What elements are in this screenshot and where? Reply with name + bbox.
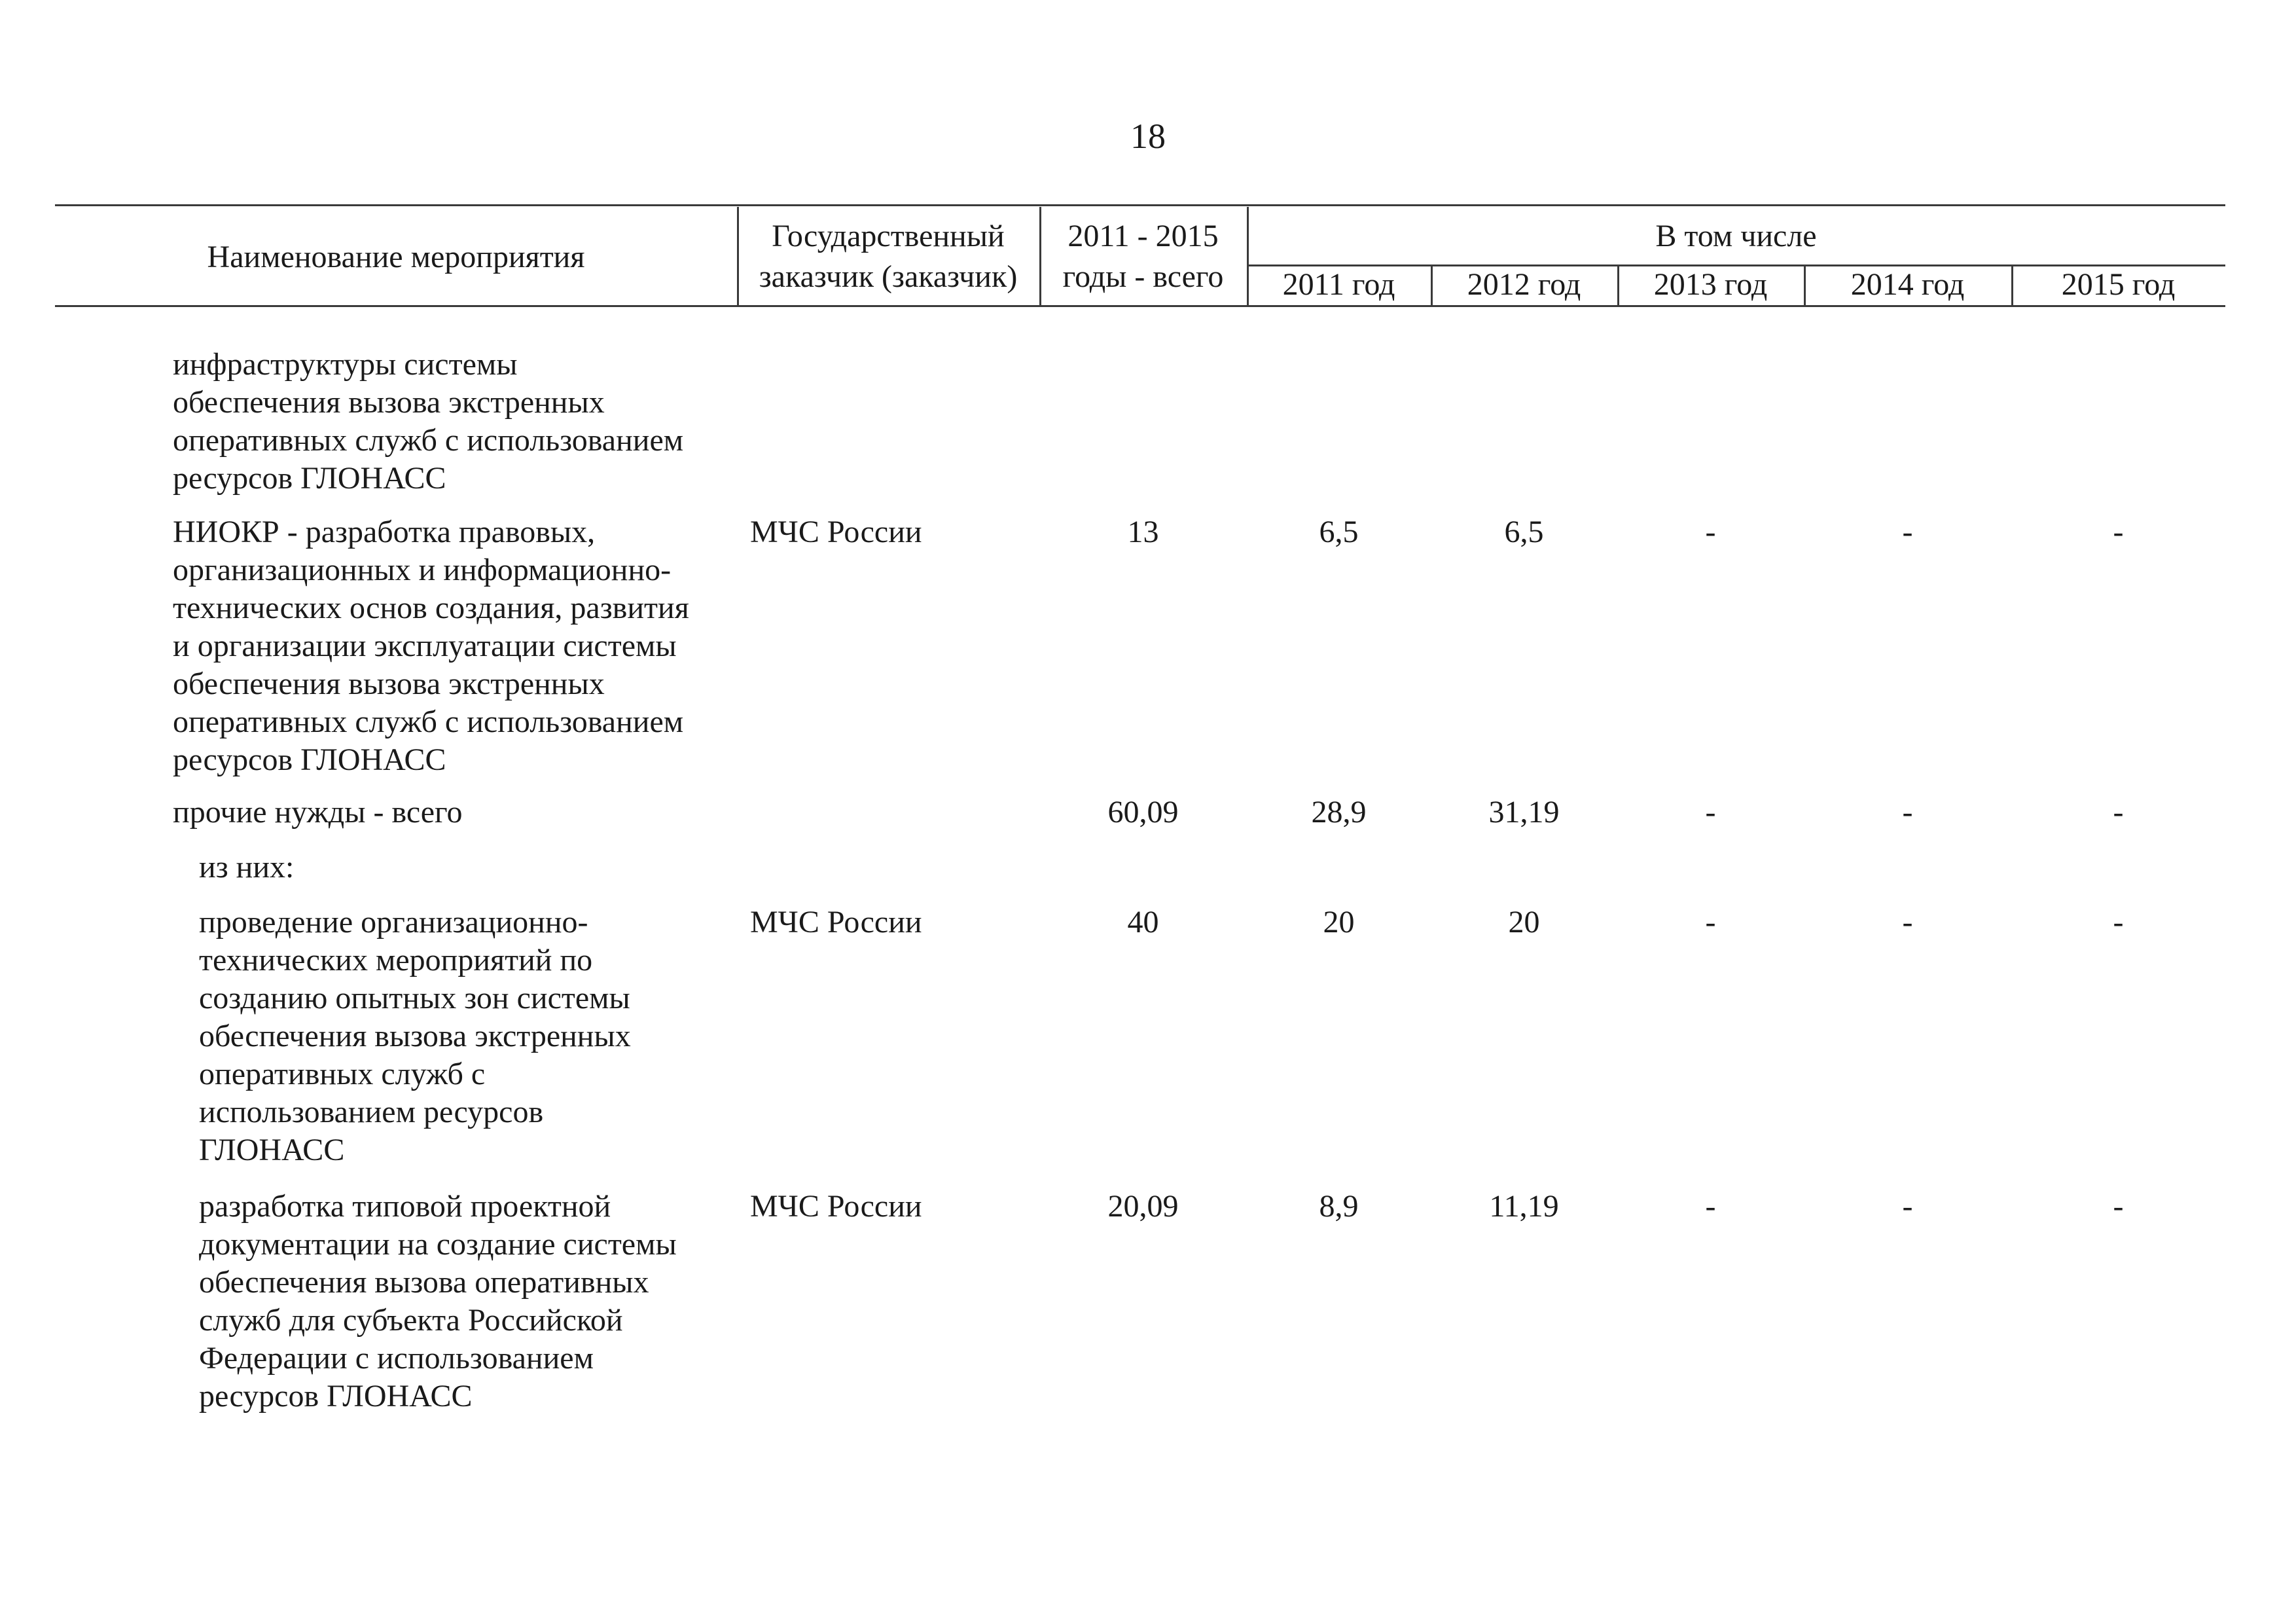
header-customer-line1: Государственный bbox=[772, 219, 1005, 253]
row-1-2015: - bbox=[2113, 515, 2124, 549]
row-5-total: 20,09 bbox=[1107, 1189, 1179, 1224]
row-4-total: 40 bbox=[1127, 905, 1159, 939]
row-2-name: прочие нужды - всего bbox=[173, 795, 463, 830]
row-1-total: 13 bbox=[1127, 515, 1159, 549]
header-including: В том числе bbox=[1655, 219, 1817, 253]
header-year-2012: 2012 год bbox=[1467, 267, 1581, 302]
row-1-customer: МЧС России bbox=[750, 515, 922, 549]
header-bottom-rule bbox=[55, 305, 2225, 307]
row-5-name: разработка типовой проектной документации на создание системы обеспечения вызова оперативных служб для субъекта Российской Федерации с использованием ресурсов ГЛОНАСС bbox=[199, 1189, 677, 1413]
page-number: 18 bbox=[1130, 117, 1166, 156]
header-year-2014: 2014 год bbox=[1850, 267, 1965, 302]
header-year-2011: 2011 год bbox=[1282, 267, 1395, 302]
row-2-2014: - bbox=[1902, 795, 1913, 830]
header-year-2015: 2015 год bbox=[2061, 267, 2176, 302]
row-4-2015: - bbox=[2113, 905, 2124, 939]
row-2-2015: - bbox=[2113, 795, 2124, 830]
table-top-rule bbox=[55, 204, 2225, 206]
row-2-total: 60,09 bbox=[1107, 795, 1179, 830]
row-5-2012: 11,19 bbox=[1489, 1189, 1559, 1224]
row-4-2012: 20 bbox=[1508, 905, 1540, 939]
row-4-name: проведение организационно- технических мероприятий по созданию опытных зон системы обеспечения вызова экстренных оперативных служб с использованием ресурсов ГЛОНАСС bbox=[199, 905, 631, 1167]
row-4-2014: - bbox=[1902, 905, 1913, 939]
row-1-name: НИОКР - разработка правовых, организационных и информационно- технических основ создания, развития и организации эксплуатации системы обеспечения вызова экстренных оперативных служб с использованием ресурсов ГЛОНАСС bbox=[173, 515, 689, 777]
row-1-2014: - bbox=[1902, 515, 1913, 549]
header-name: Наименование мероприятия bbox=[207, 240, 585, 274]
row-2-2012: 31,19 bbox=[1488, 795, 1560, 830]
row-0-name: инфраструктуры системы обеспечения вызова экстренных оперативных служб с использованием ресурсов ГЛОНАСС bbox=[173, 347, 684, 496]
row-2-2013: - bbox=[1705, 795, 1716, 830]
row-5-2014: - bbox=[1902, 1189, 1913, 1224]
row-3-name: из них: bbox=[199, 850, 295, 884]
row-5-2013: - bbox=[1705, 1189, 1716, 1224]
row-4-2013: - bbox=[1705, 905, 1716, 939]
row-2-2011: 28,9 bbox=[1311, 795, 1367, 830]
row-5-2011: 8,9 bbox=[1319, 1189, 1359, 1224]
header-year-2013: 2013 год bbox=[1653, 267, 1768, 302]
row-1-2013: - bbox=[1705, 515, 1716, 549]
header-customer-line2: заказчик (заказчик) bbox=[759, 259, 1018, 294]
row-1-2012: 6,5 bbox=[1504, 515, 1544, 549]
header-total-line2: годы - всего bbox=[1062, 259, 1224, 294]
row-5-2015: - bbox=[2113, 1189, 2124, 1224]
row-5-customer: МЧС России bbox=[750, 1189, 922, 1224]
row-4-2011: 20 bbox=[1323, 905, 1355, 939]
row-1-2011: 6,5 bbox=[1319, 515, 1359, 549]
row-4-customer: МЧС России bbox=[750, 905, 922, 939]
header-total-line1: 2011 - 2015 bbox=[1067, 219, 1219, 253]
